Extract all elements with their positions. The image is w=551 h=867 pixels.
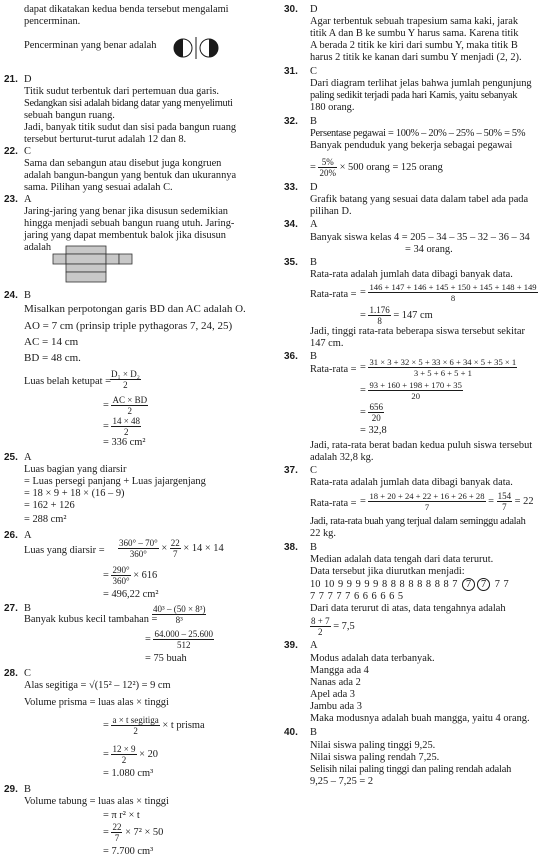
answer-letter: A	[24, 530, 32, 541]
text-line: Selisih nilai paling tinggi dan paling rendah adalah	[310, 764, 512, 775]
text-line: adalah bangun-bangun yang bentuk dan ukurannya	[24, 170, 237, 181]
intro-line: pencerminan.	[24, 16, 81, 27]
question-number: 25.	[4, 452, 18, 463]
text-line: Jambu ada 3	[310, 701, 362, 712]
formula-label: Luas belah ketupat =	[24, 376, 111, 387]
answer-letter: A	[24, 452, 32, 463]
fraction: = $\frac{12 \times 9}{2}$ × 20	[103, 744, 159, 765]
text-line: Data tersebut jika diurutkan menjadi:	[310, 566, 465, 577]
text-line: Volume tabung = luas alas × tinggi	[24, 796, 169, 807]
circled-median-value: 7	[477, 578, 490, 591]
text-line: Jadi, rata-rata berat badan kedua puluh siswa tersebut	[310, 440, 533, 451]
question-number: 22.	[4, 146, 18, 157]
text-line: Banyak penduduk yang bekerja sebagai pegawai	[310, 140, 513, 151]
answer-letter: B	[24, 784, 31, 795]
answer-letter: C	[310, 465, 317, 476]
text-line: Apel ada 3	[310, 689, 356, 700]
answer-letter: B	[310, 542, 317, 553]
question-number: 26.	[4, 530, 18, 541]
text-line: paling sedikit terjadi pada hari Kamis, yaitu sebanyak	[310, 90, 518, 101]
text-line: Alas segitiga = √(15² – 12²) = 9 cm	[24, 680, 171, 691]
text-line: sama. Pilihan yang sesuai adalah C.	[24, 182, 173, 193]
fraction: = $\frac{18 + 20 + 24 + 22 + 16 + 26 + 28}{7}$ = $\frac{154}{7}$ = 22	[360, 491, 534, 512]
answer-letter: B	[310, 116, 317, 127]
intro-line: dapat dikatakan kedua benda tersebut mengalami	[24, 4, 229, 15]
text-line: = π r² × t	[103, 810, 140, 821]
text-line: Persentase pegawai = 100% – 20% – 25% – 50% = 5%	[310, 128, 526, 139]
answer-letter: D	[310, 182, 318, 193]
answer-letter: C	[310, 66, 317, 77]
answer-letter: D	[310, 4, 318, 15]
text-line: Grafik batang yang sesuai data dalam tabel ada pada	[310, 194, 529, 205]
sorted-data-row: 10 10 9 9 9 9 9 8 8 8 8 8 8 8 8 7 7 7 7 7	[310, 579, 509, 590]
text-line: titik A dan B ke sumbu Y harus sama. Karena titik	[310, 28, 519, 39]
text-line: adalah	[24, 242, 52, 253]
question-number: 33.	[284, 182, 298, 193]
answer-letter: D	[24, 74, 32, 85]
formula-label: Rata-rata =	[310, 498, 357, 509]
result: = 1.080 cm³	[103, 768, 154, 779]
text-line: Jaring-jaring yang benar jika disusun sedemikian	[24, 206, 229, 217]
answer-letter: B	[310, 257, 317, 268]
answer-letter: A	[310, 219, 318, 230]
text-line: Maka modusnya adalah buah mangga, yaitu 4 orang.	[310, 713, 530, 724]
box-net-diagram	[52, 245, 134, 285]
fraction: = $\frac{64.000 - 25.600}{512}$	[145, 629, 213, 650]
text-line: Titik sudut terbentuk dari pertemuan dua garis.	[24, 86, 219, 97]
text-line: A berada 2 titik ke kiri dari sumbu Y, maka titik B	[310, 40, 518, 51]
result: = 496,22 cm²	[103, 589, 159, 600]
fraction: $\frac{\text{D₁ × D₂}}{2}$	[111, 369, 140, 390]
fraction: = $\frac{93 + 160 + 198 + 170 + 35}{20}$	[360, 380, 462, 401]
text-line: Rata-rata adalah jumlah data dibagi banyak data.	[310, 269, 513, 280]
question-number: 38.	[284, 542, 298, 553]
text-line: Modus adalah data terbanyak.	[310, 653, 435, 664]
text-line: Rata-rata adalah jumlah data dibagi banyak data.	[310, 477, 513, 488]
text-line: Volume prisma = luas alas × tinggi	[24, 697, 169, 708]
text-line: Nilai siswa paling rendah 7,25.	[310, 752, 440, 763]
formula-label: Banyak kubus kecil tambahan =	[24, 614, 158, 625]
fraction: = $\frac{5\%}{20\%}$ × 500 orang = 125 orang	[310, 157, 443, 178]
fraction: = $\frac{\text{a × t segitiga}}{2}$ × t prisma	[103, 715, 205, 736]
intro-line: Pencerminan yang benar adalah	[24, 40, 157, 51]
question-number: 21.	[4, 74, 18, 85]
text-line: 9,25 – 7,25 = 2	[310, 776, 374, 787]
text-line: harus 2 titik ke kanan dari sumbu Y menjadi (2, 2).	[310, 52, 522, 63]
sorted-data-row: 7 7 7 7 7 6 6 6 6 6 5	[310, 591, 404, 602]
question-number: 32.	[284, 116, 298, 127]
answer-letter: C	[24, 668, 31, 679]
answer-letter: A	[24, 194, 32, 205]
text-line: Jadi, tinggi rata-rata beberapa siswa tersebut sekitar	[310, 326, 525, 337]
text-line: Jadi, rata-rata buah yang terjual dalam seminggu adalah	[310, 516, 526, 527]
question-number: 40.	[284, 727, 298, 738]
text-line: = 34 orang.	[405, 244, 453, 255]
text-line: AO = 7 cm (prinsip triple pythagoras 7, 24, 25)	[24, 320, 233, 332]
text-line: Banyak siswa kelas 4 = 205 – 34 – 35 – 32 – 36 – 34	[310, 232, 530, 243]
text-line: = 18 × 9 + 18 × (16 – 9)	[24, 488, 125, 499]
formula-label: Rata-rata =	[310, 289, 357, 300]
text-line: Dari diagram terlihat jelas bahwa jumlah pengunjung	[310, 78, 532, 89]
question-number: 24.	[4, 290, 18, 301]
question-number: 39.	[284, 640, 298, 651]
question-number: 34.	[284, 219, 298, 230]
text-line: hingga menjadi sebuah bangun ruang utuh. Jaring-	[24, 218, 235, 229]
question-number: 27.	[4, 603, 18, 614]
text-line: sebuah bangun ruang.	[24, 110, 115, 121]
fraction: $\frac{360^\circ - 70^\circ}{360^\circ}$ × $\frac{22}{7}$ × 14 × 14	[119, 538, 224, 559]
text-line: tersebut berturut-turut adalah 12 dan 8.	[24, 134, 187, 145]
formula-label: Luas yang diarsir =	[24, 545, 105, 556]
text-line: 147 cm.	[310, 338, 344, 349]
fraction: = $\frac{AC \times BD}{2}$	[103, 395, 148, 416]
fraction: = $\frac{14 \times 48}{2}$	[103, 416, 141, 437]
formula-label: Rata-rata =	[310, 364, 357, 375]
text-line: Misalkan perpotongan garis BD dan AC adalah O.	[24, 303, 246, 315]
result: = 7.700 cm³	[103, 846, 154, 857]
text-line: pilihan D.	[310, 206, 352, 217]
fraction: = $\frac{1.176}{8}$ = 147 cm	[360, 305, 433, 326]
fraction: $\frac{\text{40³ – (50 × 8³)}}{\text{8³}}$	[153, 604, 206, 625]
text-line: 22 kg.	[310, 528, 336, 539]
text-line: BD = 48 cm.	[24, 352, 81, 364]
text-line: Nilai siswa paling tinggi 9,25.	[310, 740, 436, 751]
answer-letter: B	[310, 351, 317, 362]
question-number: 28.	[4, 668, 18, 679]
result: = 336 cm²	[103, 437, 146, 448]
text-line: jaring yang dapat membentuk balok jika disusun	[24, 230, 226, 241]
text-line: Sedangkan sisi adalah bidang datar yang menyelimuti	[24, 98, 233, 109]
fraction: = $\frac{290^\circ}{360^\circ}$ × 616	[103, 565, 158, 586]
text-line: Jadi, banyak titik sudut dan sisi pada bangun ruang	[24, 122, 237, 133]
question-number: 23.	[4, 194, 18, 205]
text-line: Mangga ada 4	[310, 665, 369, 676]
fraction: = $\frac{656}{20}$	[360, 402, 383, 423]
question-number: 31.	[284, 66, 298, 77]
text-line: Dari data terurut di atas, data tengahnya adalah	[310, 603, 506, 614]
text-line: = Luas persegi panjang + Luas jajargenjang	[24, 476, 206, 487]
text-line: Luas bagian yang diarsir	[24, 464, 127, 475]
fraction: = $\frac{22}{7}$ × 7² × 50	[103, 822, 164, 843]
text-line: = 288 cm²	[24, 514, 67, 525]
mirror-symbol-icon	[172, 37, 220, 59]
text-line: 180 orang.	[310, 102, 355, 113]
result: = 75 buah	[145, 653, 187, 664]
text-line: Nanas ada 2	[310, 677, 361, 688]
answer-letter: C	[24, 146, 31, 157]
question-number: 29.	[4, 784, 18, 795]
text-line: Sama dan sebangun atau disebut juga kongruen	[24, 158, 222, 169]
result: = 32,8	[360, 425, 387, 436]
text-line: Median adalah data tengah dari data terurut.	[310, 554, 494, 565]
answer-letter: B	[310, 727, 317, 738]
fraction: = $\frac{31 \times 3 + 32 \times 5 + 33 \times 6 + 34 \times 5 + 35 \times 1}{3 + 5 + 6 + 5 + 1}$	[360, 357, 517, 378]
question-number: 36.	[284, 351, 298, 362]
fraction: $\frac{8 + 7}{2}$ = 7,5	[311, 616, 355, 637]
text-line: adalah 32,8 kg.	[310, 452, 374, 463]
question-number: 35.	[284, 257, 298, 268]
circled-median-value: 7	[462, 578, 475, 591]
answer-letter: B	[24, 290, 31, 301]
answer-letter: A	[310, 640, 318, 651]
question-number: 37.	[284, 465, 298, 476]
fraction: = $\frac{146 + 147 + 146 + 145 + 150 + 145 + 148 + 149}{8}$	[360, 282, 537, 303]
text-line: AC = 14 cm	[24, 336, 79, 348]
text-line: Agar terbentuk sebuah trapesium sama kaki, jarak	[310, 16, 519, 27]
text-line: = 162 + 126	[24, 500, 75, 511]
question-number: 30.	[284, 4, 298, 15]
answer-letter: B	[24, 603, 31, 614]
